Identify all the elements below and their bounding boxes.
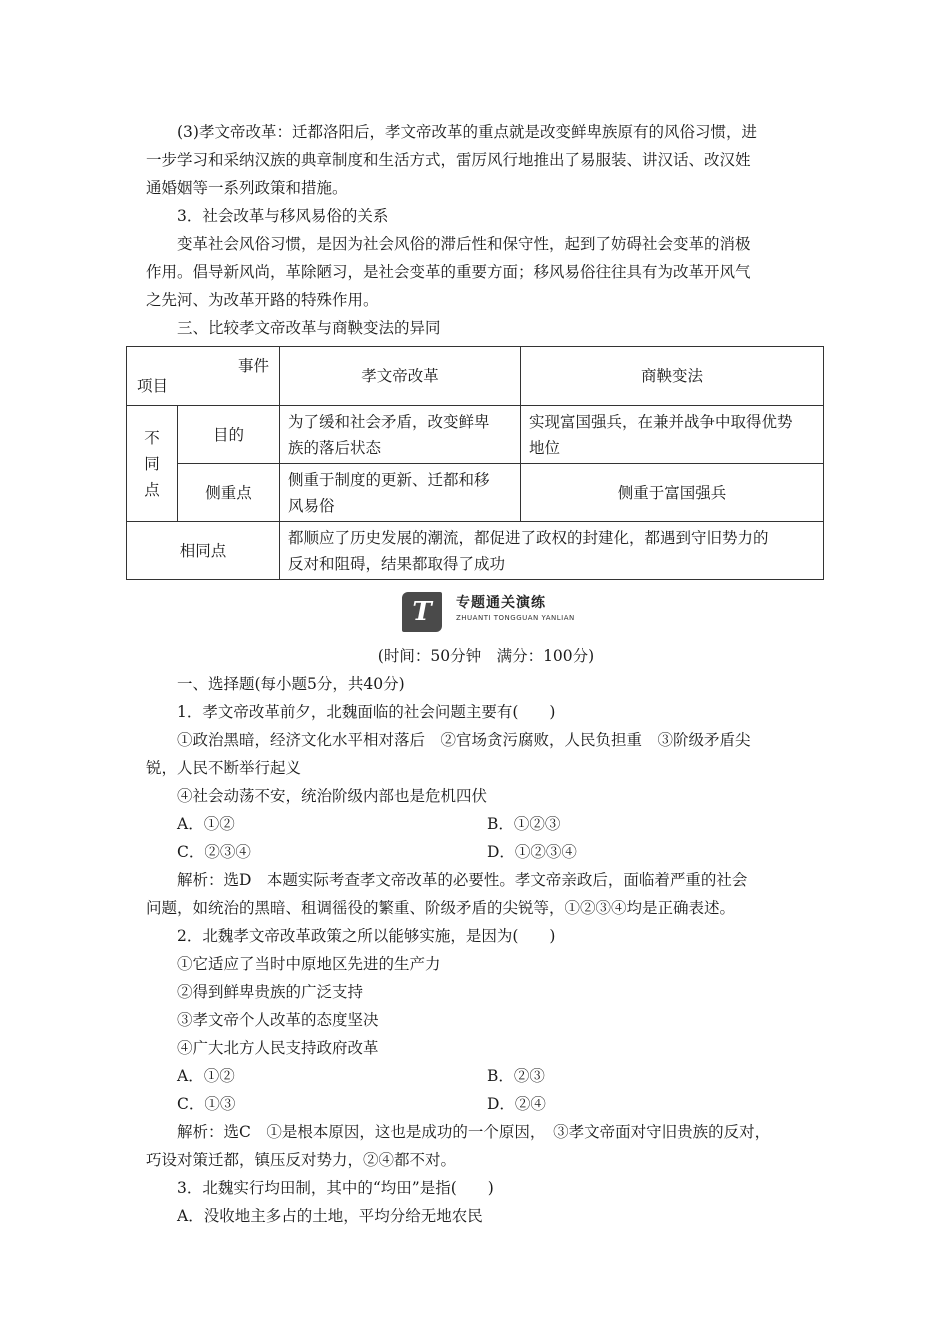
answer-explanation: 问题，如统治的黑暗、租调徭役的繁重、阶级矛盾的尖锐等，①②③④均是正确表述。 — [146, 899, 736, 917]
question-option-line: ①政治黑暗，经济文化水平相对落后 ②官场贪污腐败，人民负担重 ③阶级矛盾尖 — [177, 731, 751, 749]
question-option-line: ④社会动荡不安，统治阶级内部也是危机四伏 — [177, 787, 488, 805]
paragraph-line: 变革社会风俗习惯，是因为社会风俗的滞后性和保守性，起到了妨碍社会变革的消极 — [177, 235, 751, 253]
document-page — [137, 118, 826, 1230]
paragraph-line: (3)孝文帝改革：迁都洛阳后，孝文帝改革的重点就是改变鲜卑族原有的风俗习惯，进 — [177, 123, 757, 141]
diff-label: 不 同 点 — [127, 406, 178, 522]
question-option-line: ④广大北方人民支持政府改革 — [177, 1039, 379, 1057]
focus-xiaowen: 侧重于制度的更新、迁都和移 风易俗 — [280, 464, 521, 522]
choice-d: D．②④ — [487, 1095, 546, 1113]
header-event: 事件 — [237, 357, 269, 375]
question-option-line: ③孝文帝个人改革的态度坚决 — [177, 1011, 379, 1029]
col-header-shangyang: 商鞅变法 — [521, 347, 824, 406]
paragraph-line: 之先河、为改革开路的特殊作用。 — [146, 291, 379, 309]
paragraph-line: 一步学习和采纳汉族的典章制度和生活方式，雷厉风行地推出了易服装、讲汉话、改汉姓 — [146, 151, 751, 169]
col-header-xiaowen: 孝文帝改革 — [280, 347, 521, 406]
purpose-label: 目的 — [178, 406, 280, 464]
choice-d: D．①②③④ — [487, 843, 577, 861]
same-label: 相同点 — [127, 522, 280, 580]
answer-explanation: 解析：选C ①是根本原因，这也是成功的一个原因， ③孝文帝面对守旧贵族的反对， — [177, 1123, 771, 1141]
choice-a: A．①② — [177, 815, 235, 833]
part-heading: 三、比较孝文帝改革与商鞅变法的异同 — [177, 319, 441, 337]
answer-choices — [146, 838, 826, 866]
banner-subtitle: ZHUANTI TONGGUAN YANLIAN — [456, 614, 575, 622]
answer-explanation: 巧设对策迁都，镇压反对势力，②④都不对。 — [146, 1151, 457, 1169]
table-corner-header — [127, 347, 280, 406]
banner-logo-icon: T — [402, 592, 442, 632]
question-stem: 1．孝文帝改革前夕，北魏面临的社会问题主要有( ) — [177, 703, 556, 721]
answer-choices — [146, 1090, 826, 1118]
section-banner — [146, 586, 826, 640]
paragraph-line: 作用。倡导新风尚，革除陋习，是社会变革的重要方面；移风易俗往往具有为改革开风气 — [146, 263, 751, 281]
choice-a: A．①② — [177, 1067, 235, 1085]
time-limit: (时间：50分钟 满分：100分) — [377, 647, 595, 665]
choice-c: C．②③④ — [177, 843, 251, 861]
focus-shangyang: 侧重于富国强兵 — [521, 464, 824, 522]
choice-c: C．①③ — [177, 1095, 236, 1113]
choice-b: B．②③ — [487, 1067, 545, 1085]
focus-label: 侧重点 — [178, 464, 280, 522]
purpose-xiaowen: 为了缓和社会矛盾，改变鲜卑 族的落后状态 — [280, 406, 521, 464]
section-heading: 3．社会改革与移风易俗的关系 — [177, 207, 389, 225]
comparison-table — [126, 346, 824, 580]
question-stem: 2．北魏孝文帝改革政策之所以能够实施，是因为( ) — [177, 927, 556, 945]
question-option-line: ①它适应了当时中原地区先进的生产力 — [177, 955, 441, 973]
same-content: 都顺应了历史发展的潮流，都促进了政权的封建化，都遇到守旧势力的 反对和阻碍，结果都取得了成功 — [280, 522, 824, 580]
question-stem: 3．北魏实行均田制，其中的“均田”是指( ) — [177, 1179, 494, 1197]
header-item: 项目 — [137, 377, 169, 395]
paragraph-line: 通婚姻等一系列政策和措施。 — [146, 179, 348, 197]
answer-explanation: 解析：选D 本题实际考查孝文帝改革的必要性。孝文帝亲政后，面临着严重的社会 — [177, 871, 748, 889]
banner-title: 专题通关演练 — [456, 595, 546, 611]
choice-b: B．①②③ — [487, 815, 561, 833]
question-option-line: ②得到鲜卑贵族的广泛支持 — [177, 983, 364, 1001]
answer-choices — [146, 1062, 826, 1090]
purpose-shangyang: 实现富国强兵，在兼并战争中取得优势 地位 — [521, 406, 824, 464]
question-option-line: 锐，人民不断举行起义 — [146, 759, 302, 777]
section-heading: 一、选择题(每小题5分，共40分) — [177, 675, 405, 693]
choice-a: A．没收地主多占的土地，平均分给无地农民 — [177, 1207, 483, 1225]
answer-choices — [146, 810, 826, 838]
